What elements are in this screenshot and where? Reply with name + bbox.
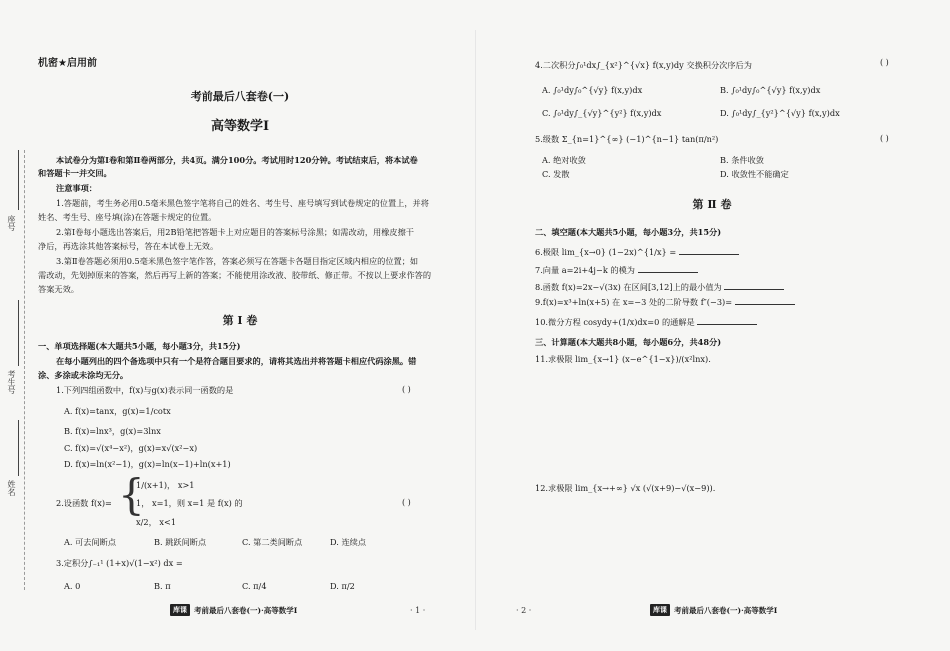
q2-brace: { <box>118 470 145 519</box>
question-8 <box>535 281 784 293</box>
q1-option-d: D. f(x)=ln(x²−1)，g(x)=ln(x−1)+ln(x+1) <box>64 459 231 469</box>
section-1-desc-2: 涂、多涂或未涂均无分。 <box>38 370 129 380</box>
section-3-title: 三、计算题(本大题共8小题，每小题6分，共48分) <box>535 337 722 347</box>
intro-line-2: 和答题卡一并交回。 <box>38 168 112 178</box>
question-6 <box>535 246 739 258</box>
notice-line-6: 需改动，先划掉原来的答案，然后再写上新的答案；不能使用涂改液、胶带纸、修正带。不按以上要求作答的 <box>38 270 432 280</box>
examinee-no-blank <box>18 300 19 366</box>
brand-logo: 库课 <box>650 604 670 616</box>
question-7-text: 7.向量 a=2i+4j−k 的模为 <box>535 265 635 275</box>
question-9 <box>535 296 795 308</box>
notice-line-4: 净后，再选涂其他答案标号，答在本试卷上无效。 <box>38 241 219 251</box>
question-5: 5.级数 Σ_{n=1}^{∞} (−1)^{n−1} tan(π/n²) <box>535 134 719 144</box>
answer-paren-1: ( ) <box>402 385 411 394</box>
q4-option-d: D. ∫₀¹dy∫_{y²}^{√y} f(x,y)dx <box>720 108 840 118</box>
q3-option-d: D. π/2 <box>330 581 355 591</box>
q9-answer-blank[interactable] <box>735 296 795 305</box>
section-1-title: 一、单项选择题(本大题共5小题，每小题3分，共15分) <box>38 341 241 351</box>
answer-paren-2: ( ) <box>402 498 411 507</box>
question-11: 11.求极限 lim_{x→1} (x−e^{1−x})/(x²lnx). <box>535 354 711 364</box>
notice-line-3: 2.第Ⅰ卷每小题选出答案后，用2B铅笔把答题卡上对应题目的答案标号涂黑；如需改动，用橡皮擦干 <box>56 227 414 237</box>
question-10 <box>535 316 757 328</box>
q5-option-b: B. 条件收敛 <box>720 155 764 165</box>
footer-text: 考前最后八套卷(一)·高等数学Ⅰ <box>194 605 298 615</box>
section-1-desc-1: 在每小题列出的四个备选项中只有一个是符合题目要求的，请将其选出并将答题卡相应代码涂黑。错 <box>56 356 417 366</box>
q4-option-b: B. ∫₀¹dy∫₀^{√y} f(x,y)dx <box>720 85 821 95</box>
notice-line-7: 答案无效。 <box>38 284 79 294</box>
brand-logo: 库课 <box>170 604 190 616</box>
q3-option-a: A. 0 <box>64 581 81 591</box>
page-divider <box>475 30 476 630</box>
section-2-title: 二、填空题(本大题共5小题，每小题3分，共15分) <box>535 227 722 237</box>
q4-option-a: A. ∫₀¹dy∫₀^{√y} f(x,y)dx <box>542 85 643 95</box>
seat-blank <box>18 150 19 210</box>
part-2-title: 第 Ⅱ 卷 <box>692 198 732 211</box>
confidential-label: 机密★启用前 <box>38 58 97 69</box>
answer-paren-4: ( ) <box>880 58 889 67</box>
right-footer <box>650 604 777 616</box>
footer-text: 考前最后八套卷(一)·高等数学Ⅰ <box>674 605 778 615</box>
q2-option-c: C. 第二类间断点 <box>242 537 303 547</box>
q2-case-3: x/2， x<1 <box>136 517 177 527</box>
q1-option-a: A. f(x)=tanx，g(x)=1/cotx <box>64 406 171 416</box>
question-7 <box>535 264 698 276</box>
q4-option-c: C. ∫₀¹dy∫_{√y}^{y²} f(x,y)dx <box>542 108 662 118</box>
question-2: 2.设函数 f(x)= <box>56 498 112 508</box>
left-footer <box>170 604 297 616</box>
margin-label-name: 姓名 <box>7 480 16 496</box>
notice-line-2: 姓名、考生号、座号填(涂)在答题卡规定的位置。 <box>38 212 217 222</box>
q2-option-a: A. 可去间断点 <box>64 537 117 547</box>
name-blank <box>18 420 19 476</box>
q3-option-c: C. π/4 <box>242 581 267 591</box>
q1-option-c: C. f(x)=√(x⁴−x²)，g(x)=x√(x²−x) <box>64 443 198 453</box>
question-9-text: 9.f(x)=x³+ln(x+5) 在 x=−3 处的二阶导数 f″(−3)= <box>535 297 733 307</box>
binding-line <box>24 150 25 590</box>
margin-label-seat: 座号 <box>7 215 16 231</box>
exam-title: 考前最后八套卷(一) <box>190 90 290 103</box>
question-6-text: 6.极限 lim_{x→0} (1−2x)^{1/x} = <box>535 247 677 257</box>
q3-option-b: B. π <box>154 581 171 591</box>
notice-title: 注意事项： <box>56 183 97 193</box>
q5-option-d: D. 收敛性不能确定 <box>720 169 789 179</box>
question-8-text: 8.函数 f(x)=2x−√(3x) 在区间[3,12]上的最小值为 <box>535 282 722 292</box>
q5-option-c: C. 发散 <box>542 169 570 179</box>
q2-case-2: 1， x=1，则 x=1 是 f(x) 的 <box>136 498 243 508</box>
q7-answer-blank[interactable] <box>638 264 698 273</box>
q1-option-b: B. f(x)=lnx³，g(x)=3lnx <box>64 426 161 436</box>
notice-line-5: 3.第Ⅱ卷答题必须用0.5毫米黑色签字笔作答，答案必须写在答题卡各题目指定区域内相应的位置；如 <box>56 256 419 266</box>
margin-label-examinee-no: 考生号 <box>7 370 16 394</box>
question-10-text: 10.微分方程 cosydy+(1/x)dx=0 的通解是 <box>535 317 695 327</box>
q6-answer-blank[interactable] <box>679 246 739 255</box>
q10-answer-blank[interactable] <box>697 316 757 325</box>
question-1: 1.下列四组函数中，f(x)与g(x)表示同一函数的是 <box>56 385 234 395</box>
intro-line-1: 本试卷分为第Ⅰ卷和第Ⅱ卷两部分，共4页。满分100分。考试用时120分钟。考试结束后，将本试卷 <box>56 155 418 165</box>
answer-paren-5: ( ) <box>880 134 889 143</box>
q2-option-d: D. 连续点 <box>330 537 367 547</box>
q5-option-a: A. 绝对收敛 <box>542 155 586 165</box>
q8-answer-blank[interactable] <box>724 281 784 290</box>
part-1-title: 第 Ⅰ 卷 <box>222 314 258 327</box>
q2-case-1: 1/(x+1)， x>1 <box>136 480 195 490</box>
question-4: 4.二次积分∫₀¹dx∫_{x²}^{√x} f(x,y)dy 交换积分次序后为 <box>535 60 752 70</box>
question-3: 3.定积分∫₋₁¹ (1+x)√(1−x²) dx = <box>56 558 183 568</box>
q2-option-b: B. 跳跃间断点 <box>154 537 207 547</box>
exam-subtitle: 高等数学Ⅰ <box>210 119 270 134</box>
page-number-1: · 1 · <box>410 606 426 615</box>
question-12: 12.求极限 lim_{x→+∞} √x (√(x+9)−√(x−9)). <box>535 483 716 493</box>
page-number-2: · 2 · <box>516 606 532 615</box>
notice-line-1: 1.答题前，考生务必用0.5毫米黑色签字笔将自己的姓名、考生号、座号填写到试卷规定的位置上，并将 <box>56 198 429 208</box>
